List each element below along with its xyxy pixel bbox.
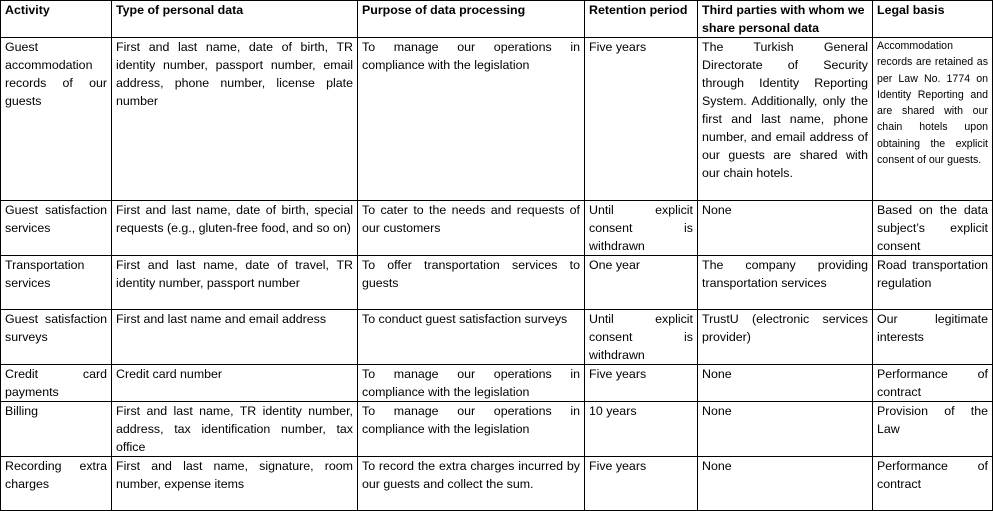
cell-activity: Guest satisfaction services — [1, 201, 112, 256]
cell-legal-basis: Our legitimate interests — [873, 310, 993, 365]
table-row — [1, 310, 993, 365]
cell-activity: Guest satisfaction surveys — [1, 310, 112, 365]
header-purpose: Purpose of data processing — [358, 1, 585, 38]
cell-legal-basis: Performance of contract — [873, 457, 993, 511]
cell-purpose: To conduct guest satisfaction surveys — [358, 310, 585, 365]
cell-retention: One year — [585, 256, 698, 310]
header-retention-period: Retention period — [585, 1, 698, 38]
cell-activity: Transportation services — [1, 256, 112, 310]
cell-data-type: First and last name and email address — [112, 310, 358, 365]
cell-activity: Billing — [1, 402, 112, 457]
header-activity: Activity — [1, 1, 112, 38]
cell-legal-basis: Performance of contract — [873, 365, 993, 402]
cell-third-parties: None — [698, 365, 873, 402]
cell-purpose: To offer transportation services to guests — [358, 256, 585, 310]
cell-retention: Five years — [585, 457, 698, 511]
cell-purpose: To manage our operations in compliance with the legislation — [358, 38, 585, 201]
cell-retention: Five years — [585, 365, 698, 402]
cell-purpose: To cater to the needs and requests of our customers — [358, 201, 585, 256]
cell-purpose: To manage our operations in compliance with the legislation — [358, 365, 585, 402]
cell-third-parties: None — [698, 201, 873, 256]
cell-third-parties: The company providing transportation services — [698, 256, 873, 310]
header-third-parties: Third parties with whom we share personal data — [698, 1, 873, 38]
cell-retention: Until explicit consent is withdrawn — [585, 310, 698, 365]
cell-activity: Recording extra charges — [1, 457, 112, 511]
cell-legal-basis: Provision of the Law — [873, 402, 993, 457]
header-type-of-personal-data: Type of personal data — [112, 1, 358, 38]
header-row — [1, 1, 993, 38]
cell-third-parties: The Turkish General Directorate of Security through Identity Reporting System. Additionally, only the first and last name, phone number, and email address of our guests are shared with our chain hotels. — [698, 38, 873, 201]
cell-legal-basis: Road transportation regulation — [873, 256, 993, 310]
cell-purpose: To manage our operations in compliance with the legislation — [358, 402, 585, 457]
header-legal-basis: Legal basis — [873, 1, 993, 38]
cell-retention: Until explicit consent is withdrawn — [585, 201, 698, 256]
cell-legal-basis: Accommodation records are retained as per Law No. 1774 on Identity Reporting and are shared with our chain hotels upon obtaining the explicit consent of our guests. — [873, 38, 993, 201]
cell-data-type: Credit card number — [112, 365, 358, 402]
cell-third-parties: None — [698, 402, 873, 457]
cell-data-type: First and last name, date of travel, TR identity number, passport number — [112, 256, 358, 310]
cell-data-type: First and last name, signature, room number, expense items — [112, 457, 358, 511]
table-row — [1, 365, 993, 402]
cell-third-parties: None — [698, 457, 873, 511]
cell-activity: Guest accommodation records of our guests — [1, 38, 112, 201]
cell-data-type: First and last name, date of birth, special requests (e.g., gluten-free food, and so on) — [112, 201, 358, 256]
table-row — [1, 402, 993, 457]
table-row — [1, 256, 993, 310]
table-row — [1, 201, 993, 256]
cell-retention: Five years — [585, 38, 698, 201]
cell-purpose: To record the extra charges incurred by our guests and collect the sum. — [358, 457, 585, 511]
table-row — [1, 38, 993, 201]
cell-legal-basis: Based on the data subject’s explicit consent — [873, 201, 993, 256]
table-row — [1, 457, 993, 511]
cell-data-type: First and last name, date of birth, TR identity number, passport number, email address, phone number, license plate number — [112, 38, 358, 201]
cell-third-parties: TrustU (electronic services provider) — [698, 310, 873, 365]
cell-data-type: First and last name, TR identity number, address, tax identification number, tax office — [112, 402, 358, 457]
cell-retention: 10 years — [585, 402, 698, 457]
cell-activity: Credit card payments — [1, 365, 112, 402]
